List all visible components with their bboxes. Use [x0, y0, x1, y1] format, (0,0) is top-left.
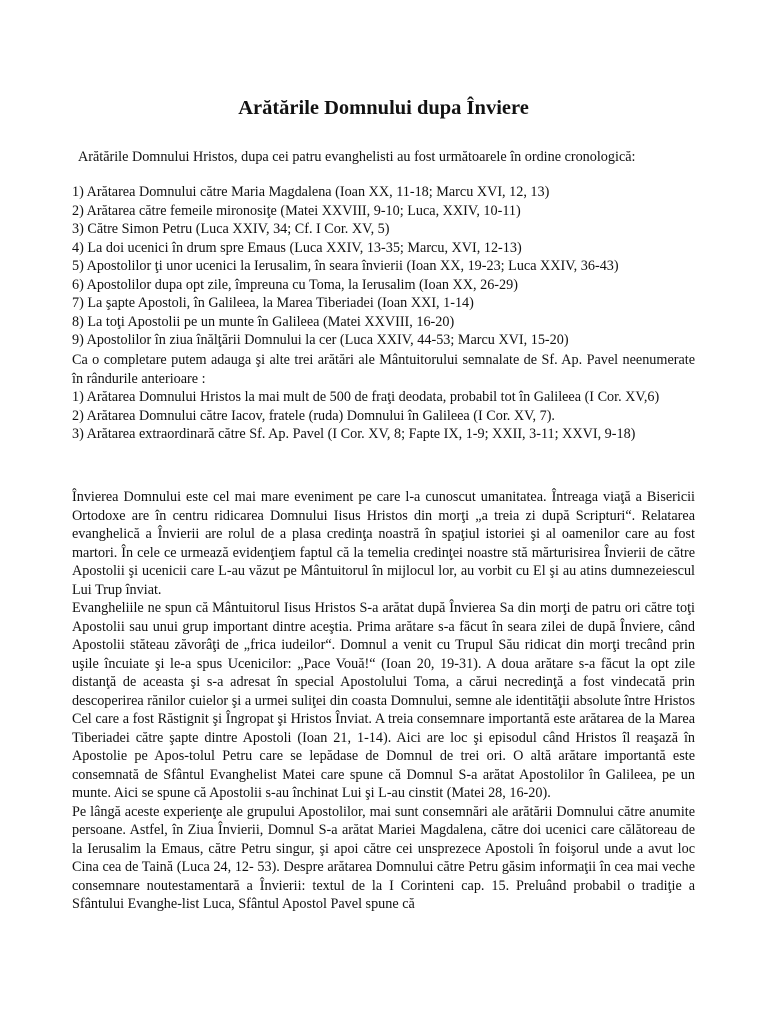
intro-paragraph: Arătările Domnului Hristos, dupa cei patru evanghelisti au fost următoarele în ordine cronologică:: [78, 149, 636, 165]
additional-list-item: 3) Arătarea extraordinară către Sf. Ap. Pavel (I Cor. XV, 8; Fapte IX, 1-9; XXII, 3-11; XXVI, 9-18): [72, 426, 636, 442]
list-item: 3) Către Simon Petru (Luca XXIV, 34; Cf. I Cor. XV, 5): [72, 221, 390, 237]
additional-list-item: 1) Arătarea Domnului Hristos la mai mult de 500 de fraţi deodata, probabil tot în Galileea (I Cor. XV,6): [72, 389, 660, 405]
document-title: Arătările Domnului dupa Înviere: [238, 97, 529, 119]
list-item: 2) Arătarea către femeile mironosiţe (Matei XXVIII, 9-10; Luca, XXIV, 10-11): [72, 202, 521, 219]
list-item: 5) Apostolilor ţi unor ucenici la Ierusalim, în seara învierii (Ioan XX, 19-23; Luca XXIV, 36-43): [72, 258, 619, 274]
body-paragraph: Învierea Domnului este cel mai mare eveniment pe care l-a cunoscut umanitatea. Întreaga viaţă a Bisericii Ortodoxe are în centru ridicarea Domnului Iisus Hristos din morţi „a treia zi după Scripturi“. Relatarea evanghelică a Învierii are rolul de a plasa credinţa noastră în spaţiul istoriei şi al oamenilor care au fost martori. În cele ce urmează evidenţiem faptul că la temelia credinţei noastre stă mărturisirea Învierii de către Apostolii şi ucenicii care L-au văzut pe Mântuitorul în mijlocul lor, au vorbit cu El şi au atins dumnezeiescul Lui Trup înviat.: [72, 489, 695, 598]
list-item: 8) La toţi Apostolii pe un munte în Galileea (Matei XXVIII, 16-20): [72, 313, 455, 330]
completion-paragraph: Ca o completare putem adauga şi alte trei arătări ale Mântuitorului semnalate de Sf. Ap. Pavel neenumerate în rândurile anterioare :: [72, 352, 695, 387]
body-paragraph: Pe lângă aceste experienţe ale grupului Apostolilor, mai sunt consemnări ale arătării Domnului către anumite persoane. Astfel, în Ziua Învierii, Domnul S-a arătat Mariei Magdalena, către doi ucenici care călătoreau de la Ierusalim la Emaus, către Petru singur, şi apoi către cei unsprezece Apostoli în foişorul unde a avut loc Cina cea de Taină (Luca 24, 12- 53). Despre arătarea Domnului către Petru găsim informaţii în cea mai veche consemnare noutestamentară a Învierii: textul de la I Corinteni cap. 15. Preluând probabil o tradiţie a Sfântului Evanghe-list Luca, Sfântul Apostol Pavel spune că: [72, 803, 695, 912]
appearances-list: [72, 183, 695, 350]
list-item: 4) La doi ucenici în drum spre Emaus (Luca XXIV, 13-35; Marcu, XVI, 12-13): [72, 239, 522, 256]
list-item: 7) La şapte Apostoli, în Galileea, la Marea Tiberiadei (Ioan XXI, 1-14): [72, 295, 474, 311]
list-item: 9) Apostolilor în ziua înălţării Domnului la cer (Luca XXIV, 44-53; Marcu XVI, 15-20): [72, 332, 569, 348]
list-item: 1) Arătarea Domnului către Maria Magdalena (Ioan XX, 11-18; Marcu XVI, 12, 13): [72, 184, 550, 200]
additional-appearances: [72, 351, 695, 444]
body-text: [72, 488, 695, 914]
body-paragraph: Evangheliile ne spun că Mântuitorul Iisus Hristos S-a arătat după Învierea Sa din morţi de patru ori către toţi Apostolii sau unui grup important dintre aceştia. Prima arătare s-a făcut în seara zilei de după Înviere, când Apostolii stăteau zăvorâţi de „frica iudeilor“. Domnul a venit cu Trupul Său ridicat din morţi trecând prin uşile încuiate şi le-a spus Ucenicilor: „Pace Vouă!“ (Ioan 20, 19-31). A doua arătare s-a făcut la opt zile distanţă de aceasta şi s-a adresat în special Apostolului Toma, a cărui necredinţă a fost vindecată prin descoperirea rănilor cuielor şi a urmei suliţei din coasta Domnului, semne ale identităţii absolute între Hristos Cel care a fost Răstignit şi Îngropat şi Hristos Înviat. A treia consemnare importantă este arătarea de la Marea Tiberiadei către şapte dintre Apostoli (Ioan 21, 1-14). Aici are loc şi episodul când Hristos îl reaşază în Apostolie pe Apos-tolul Petru care se lepădase de Domnul de trei ori. O altă arătare importantă este consemnată de Sfântul Evanghelist Matei care spune că Domnul S-a arătat Apostolilor în Galileea, pe un munte. Aici se spune că Apostolii s-au închinat Lui şi L-au cinstit (Matei 28, 16-20).: [72, 600, 695, 801]
list-item: 6) Apostolilor dupa opt zile, împreuna cu Toma, la Ierusalim (Ioan XX, 26-29): [72, 276, 518, 293]
additional-list-item: 2) Arătarea Domnului către Iacov, fratele (ruda) Domnului în Galileea (I Cor. XV, 7).: [72, 407, 555, 424]
